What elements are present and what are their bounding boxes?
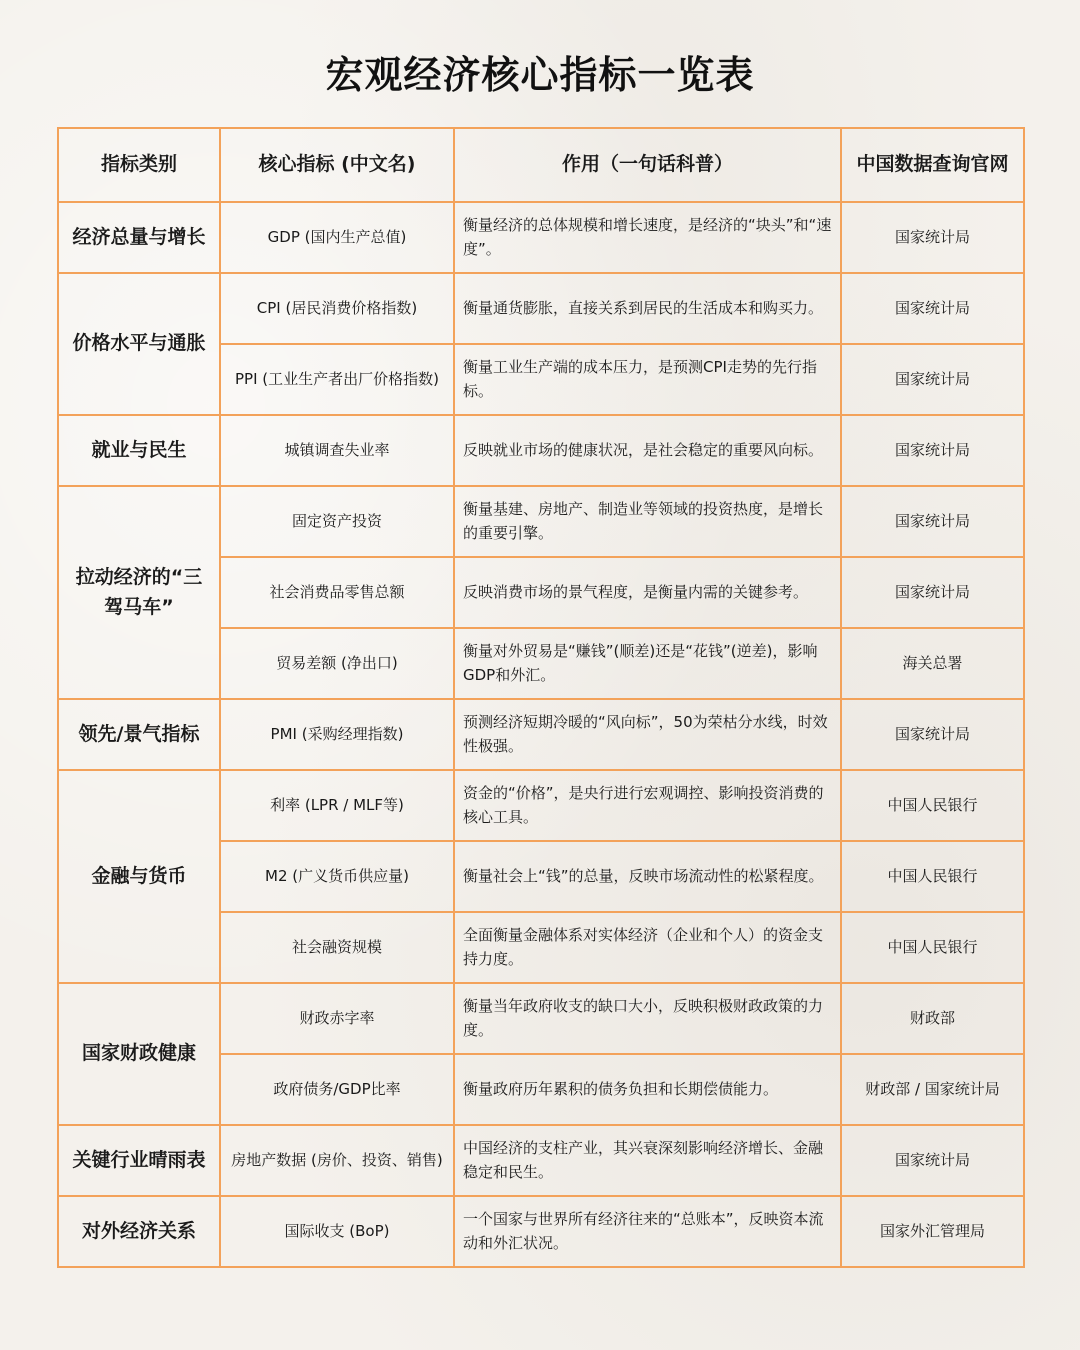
- table-row: [58, 699, 1024, 770]
- source-cell: 国家统计局: [841, 273, 1024, 344]
- header-role: 作用（一句话科普）: [454, 128, 841, 202]
- category-cell: 领先/景气指标: [58, 699, 220, 770]
- indicator-cell: 政府债务/GDP比率: [220, 1054, 454, 1125]
- category-cell: 拉动经济的“三驾马车”: [58, 486, 220, 699]
- header-source: 中国数据查询官网: [841, 128, 1024, 202]
- table-row: [58, 202, 1024, 273]
- category-cell: 国家财政健康: [58, 983, 220, 1125]
- category-cell: 对外经济关系: [58, 1196, 220, 1267]
- category-cell: 关键行业晴雨表: [58, 1125, 220, 1196]
- table-row: [58, 770, 1024, 841]
- indicator-cell: CPI (居民消费价格指数): [220, 273, 454, 344]
- indicator-cell: 城镇调查失业率: [220, 415, 454, 486]
- table-row: [58, 486, 1024, 557]
- indicator-cell: GDP (国内生产总值): [220, 202, 454, 273]
- role-cell: 一个国家与世界所有经济往来的“总账本”，反映资本流动和外汇状况。: [454, 1196, 841, 1267]
- role-cell: 资金的“价格”，是央行进行宏观调控、影响投资消费的核心工具。: [454, 770, 841, 841]
- source-cell: 中国人民银行: [841, 770, 1024, 841]
- category-cell: 价格水平与通胀: [58, 273, 220, 415]
- indicator-cell: 房地产数据 (房价、投资、销售): [220, 1125, 454, 1196]
- role-cell: 反映消费市场的景气程度，是衡量内需的关键参考。: [454, 557, 841, 628]
- role-cell: 衡量基建、房地产、制造业等领域的投资热度，是增长的重要引擎。: [454, 486, 841, 557]
- role-cell: 衡量社会上“钱”的总量，反映市场流动性的松紧程度。: [454, 841, 841, 912]
- header-indicator: 核心指标 (中文名): [220, 128, 454, 202]
- table-row: [58, 983, 1024, 1054]
- table-row: [58, 1196, 1024, 1267]
- source-cell: 财政部 / 国家统计局: [841, 1054, 1024, 1125]
- source-cell: 国家统计局: [841, 699, 1024, 770]
- indicator-cell: 国际收支 (BoP): [220, 1196, 454, 1267]
- indicator-cell: PPI (工业生产者出厂价格指数): [220, 344, 454, 415]
- category-cell: 经济总量与增长: [58, 202, 220, 273]
- role-cell: 衡量工业生产端的成本压力，是预测CPI走势的先行指标。: [454, 344, 841, 415]
- role-cell: 衡量通货膨胀，直接关系到居民的生活成本和购买力。: [454, 273, 841, 344]
- source-cell: 国家统计局: [841, 344, 1024, 415]
- role-cell: 中国经济的支柱产业，其兴衰深刻影响经济增长、金融稳定和民生。: [454, 1125, 841, 1196]
- role-cell: 预测经济短期冷暖的“风向标”，50为荣枯分水线，时效性极强。: [454, 699, 841, 770]
- source-cell: 国家外汇管理局: [841, 1196, 1024, 1267]
- table-row: [58, 1125, 1024, 1196]
- table-header-row: [58, 128, 1024, 202]
- source-cell: 国家统计局: [841, 557, 1024, 628]
- header-category: 指标类别: [58, 128, 220, 202]
- role-cell: 衡量对外贸易是“赚钱”(顺差)还是“花钱”(逆差)，影响GDP和外汇。: [454, 628, 841, 699]
- role-cell: 反映就业市场的健康状况，是社会稳定的重要风向标。: [454, 415, 841, 486]
- indicator-cell: 贸易差额 (净出口): [220, 628, 454, 699]
- role-cell: 衡量政府历年累积的债务负担和长期偿债能力。: [454, 1054, 841, 1125]
- source-cell: 海关总署: [841, 628, 1024, 699]
- indicator-cell: 利率 (LPR / MLF等): [220, 770, 454, 841]
- indicator-table: [57, 127, 1025, 1268]
- category-cell: 就业与民生: [58, 415, 220, 486]
- source-cell: 中国人民银行: [841, 912, 1024, 983]
- source-cell: 中国人民银行: [841, 841, 1024, 912]
- indicator-cell: 财政赤字率: [220, 983, 454, 1054]
- role-cell: 衡量当年政府收支的缺口大小，反映积极财政政策的力度。: [454, 983, 841, 1054]
- source-cell: 国家统计局: [841, 202, 1024, 273]
- indicator-cell: PMI (采购经理指数): [220, 699, 454, 770]
- source-cell: 财政部: [841, 983, 1024, 1054]
- indicator-cell: 社会消费品零售总额: [220, 557, 454, 628]
- role-cell: 衡量经济的总体规模和增长速度，是经济的“块头”和“速度”。: [454, 202, 841, 273]
- indicator-cell: 社会融资规模: [220, 912, 454, 983]
- source-cell: 国家统计局: [841, 486, 1024, 557]
- source-cell: 国家统计局: [841, 1125, 1024, 1196]
- table-row: [58, 273, 1024, 344]
- category-cell: 金融与货币: [58, 770, 220, 983]
- role-cell: 全面衡量金融体系对实体经济（企业和个人）的资金支持力度。: [454, 912, 841, 983]
- source-cell: 国家统计局: [841, 415, 1024, 486]
- indicator-cell: 固定资产投资: [220, 486, 454, 557]
- page-title: 宏观经济核心指标一览表: [325, 53, 755, 97]
- indicator-cell: M2 (广义货币供应量): [220, 841, 454, 912]
- table-row: [58, 415, 1024, 486]
